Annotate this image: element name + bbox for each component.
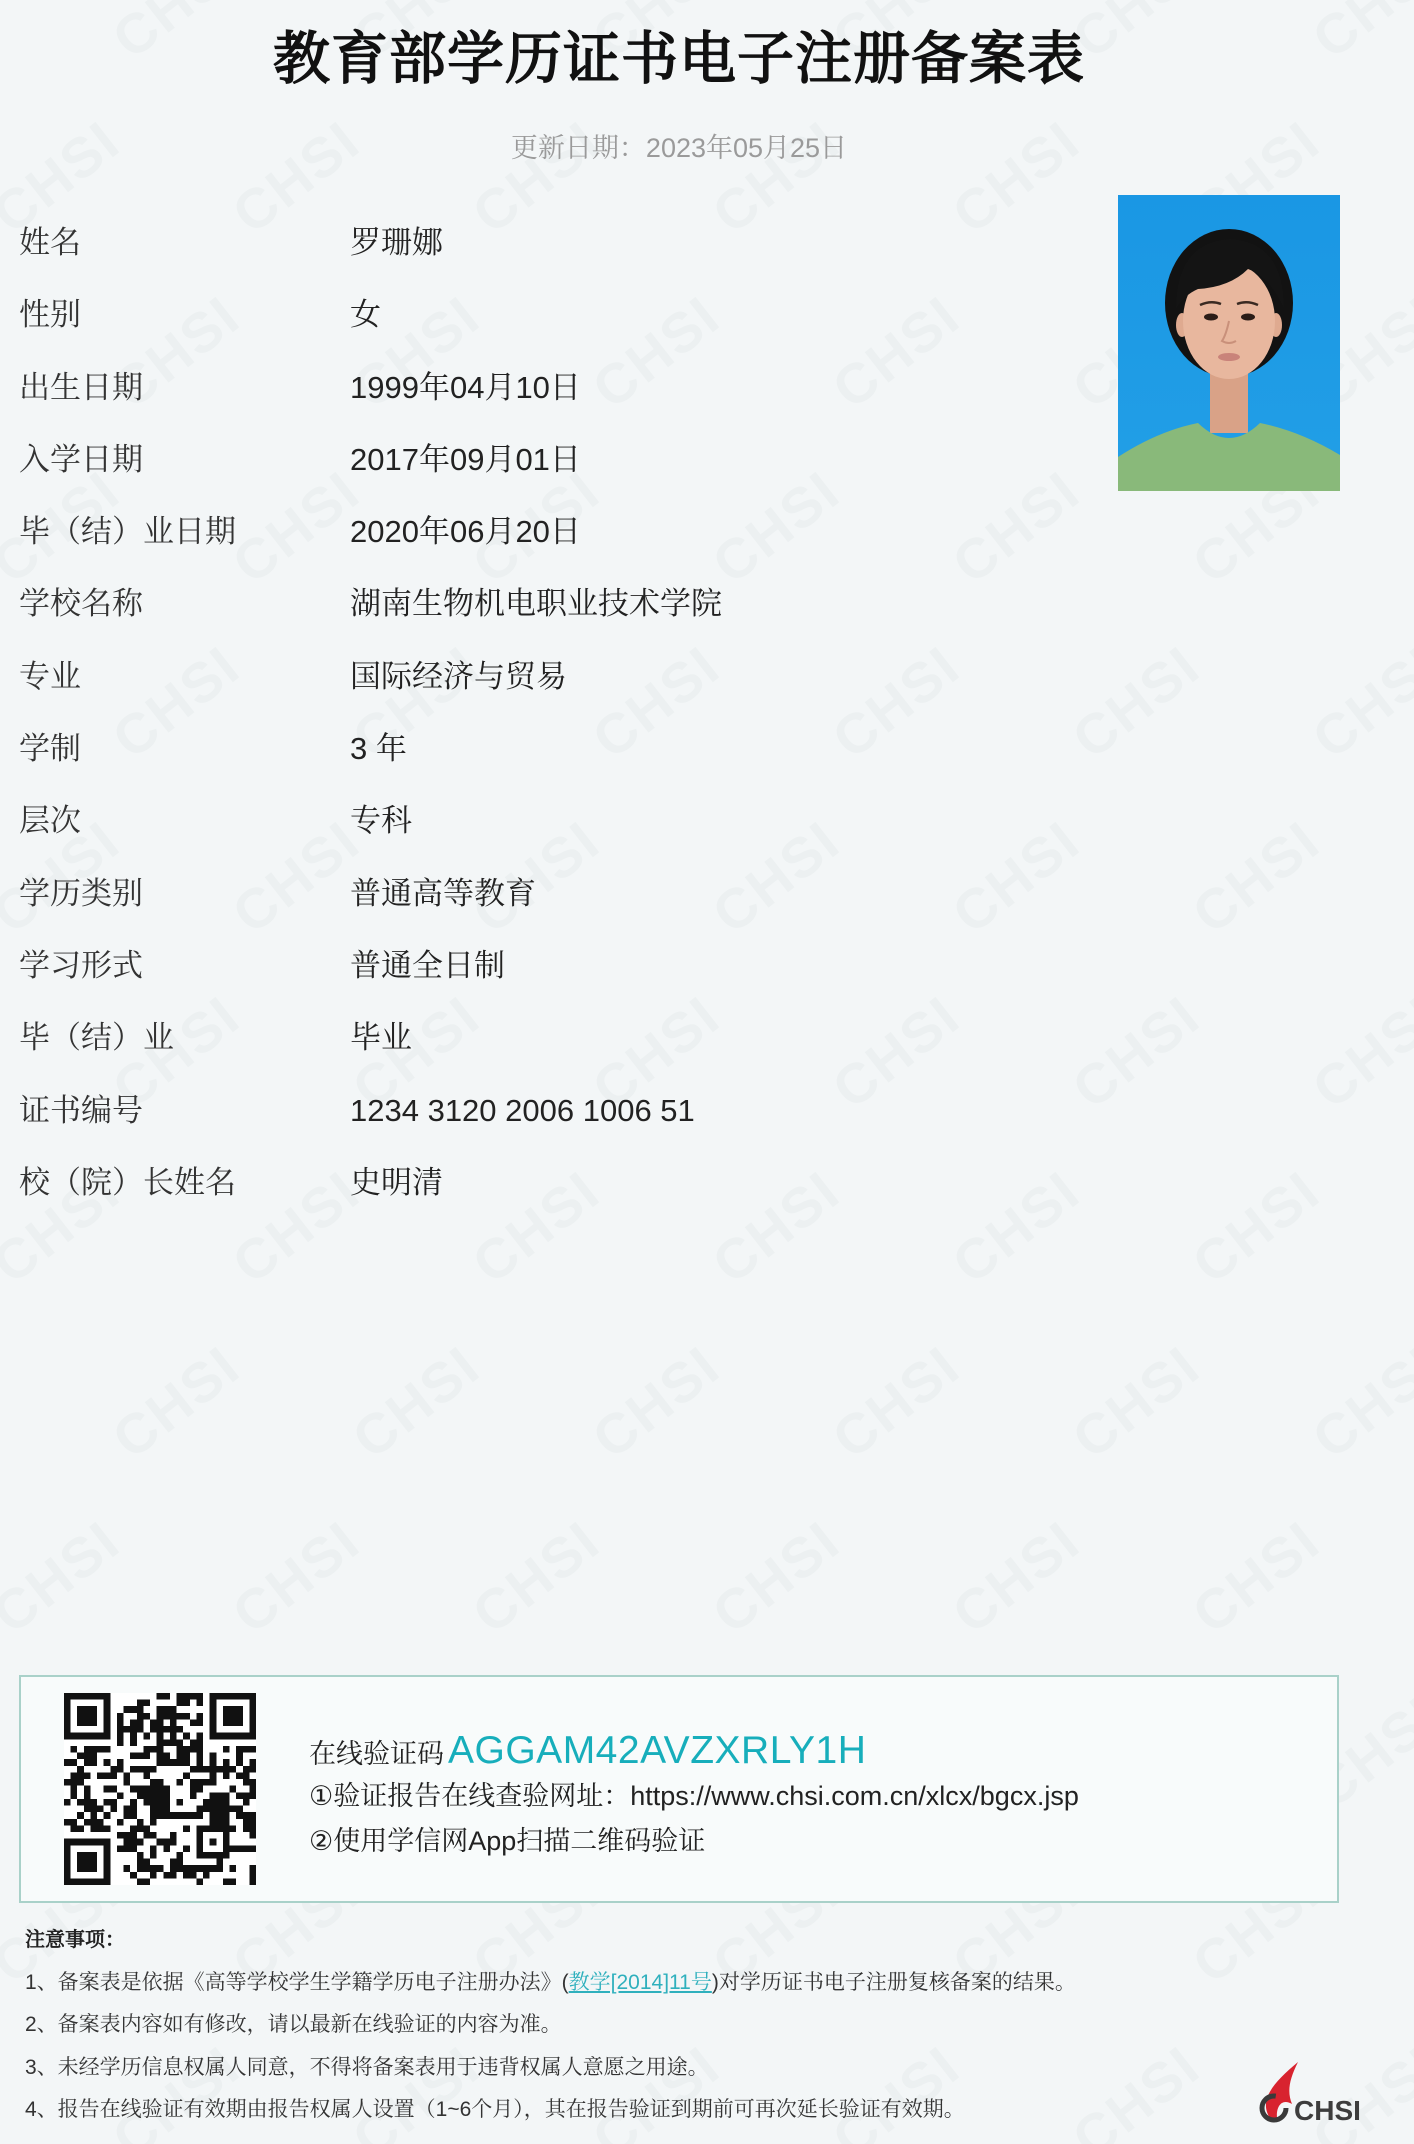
qr-code xyxy=(64,1693,256,1885)
note-text: )对学历证书电子注册复核备案的结果。 xyxy=(711,1970,1076,1994)
notes-heading: 注意事项： xyxy=(25,1929,125,1951)
update-date: 更新日期：2023年05月25日 xyxy=(510,133,848,163)
portrait-photo xyxy=(1118,195,1340,491)
field-row-study-mode xyxy=(19,930,1099,1002)
note-item-1 xyxy=(25,1962,1225,2005)
field-row-graduation-status xyxy=(19,1002,1099,1074)
note-item-2: 2、备案表内容如有修改，请以最新在线验证的内容为准。 xyxy=(25,2013,562,2036)
field-value: 湖南生物机电职业技术学院 xyxy=(350,586,722,622)
field-value: 2017年09月01日 xyxy=(350,441,581,477)
field-value: 毕业 xyxy=(350,1020,412,1056)
field-label: 学习形式 xyxy=(19,947,143,983)
verification-url-instruction: ①验证报告在线查验网址：https://www.chsi.com.cn/xlcx/bgcx.jsp xyxy=(309,1781,1079,1811)
logo-text: CHSI xyxy=(1294,2095,1361,2126)
note-text: 1、备案表是依据《高等学校学生学籍学历电子注册办法》( xyxy=(25,1970,569,1994)
page-title: 教育部学历证书电子注册备案表 xyxy=(273,27,1085,91)
field-value: 1234 3120 2006 1006 51 xyxy=(350,1092,695,1128)
notes-section xyxy=(25,1919,1225,2132)
qr-code-image xyxy=(64,1693,256,1885)
field-row-duration xyxy=(19,713,1099,785)
field-value: 专科 xyxy=(350,803,412,839)
student-info-fields xyxy=(19,207,1099,1219)
field-label: 专业 xyxy=(19,658,81,694)
field-label: 学制 xyxy=(19,731,81,767)
field-row-school xyxy=(19,568,1099,640)
field-value: 史明清 xyxy=(350,1164,443,1200)
field-value: 国际经济与贸易 xyxy=(350,658,567,694)
field-label: 证书编号 xyxy=(19,1092,143,1128)
field-value: 普通全日制 xyxy=(350,947,505,983)
field-label: 校（院）长姓名 xyxy=(19,1164,236,1200)
field-value: 罗珊娜 xyxy=(350,225,443,260)
field-value: 3 年 xyxy=(350,731,407,767)
note-item-4: 4、报告在线验证有效期由报告权属人设置（1~6个月），其在报告验证到期前可再次延长验证有效期。 xyxy=(25,2098,965,2121)
field-value: 2020年06月20日 xyxy=(350,514,581,550)
field-label: 毕（结）业 xyxy=(19,1020,174,1056)
field-label: 层次 xyxy=(19,803,81,839)
chsi-logo-image xyxy=(1244,2058,1374,2126)
field-row-graduation-date xyxy=(19,496,1099,568)
field-label: 学校名称 xyxy=(19,586,143,622)
field-row-major xyxy=(19,641,1099,713)
field-row-level xyxy=(19,785,1099,857)
field-label: 姓名 xyxy=(19,225,81,260)
field-label: 性别 xyxy=(19,297,81,333)
verification-code-label: 在线验证码 xyxy=(309,1739,444,1769)
field-row-birth-date xyxy=(19,352,1099,424)
field-value: 1999年04月10日 xyxy=(350,369,581,405)
field-row-gender xyxy=(19,279,1099,351)
regulation-link[interactable]: 教学[2014]11号 xyxy=(568,1970,712,1994)
field-row-name xyxy=(19,207,1099,279)
portrait-image xyxy=(1118,195,1340,491)
note-item-3: 3、未经学历信息权属人同意，不得将备案表用于违背权属人意愿之用途。 xyxy=(25,2055,709,2079)
chsi-logo xyxy=(1244,2058,1374,2126)
field-row-president-name xyxy=(19,1147,1099,1219)
field-label: 毕（结）业日期 xyxy=(19,514,236,550)
field-value: 普通高等教育 xyxy=(350,875,536,911)
verification-code: AGGAM42AVZXRLY1H xyxy=(448,1729,867,1772)
field-row-enrollment-date xyxy=(19,424,1099,496)
field-row-education-type xyxy=(19,858,1099,930)
field-label: 出生日期 xyxy=(19,369,143,405)
online-verification-box xyxy=(19,1675,1339,1903)
qr-modules xyxy=(64,1693,256,1885)
field-label: 学历类别 xyxy=(19,875,143,911)
verification-app-instruction: ②使用学信网App扫描二维码验证 xyxy=(309,1826,706,1856)
field-row-certificate-number xyxy=(19,1075,1099,1147)
field-label: 入学日期 xyxy=(19,441,143,477)
field-value: 女 xyxy=(350,297,381,333)
